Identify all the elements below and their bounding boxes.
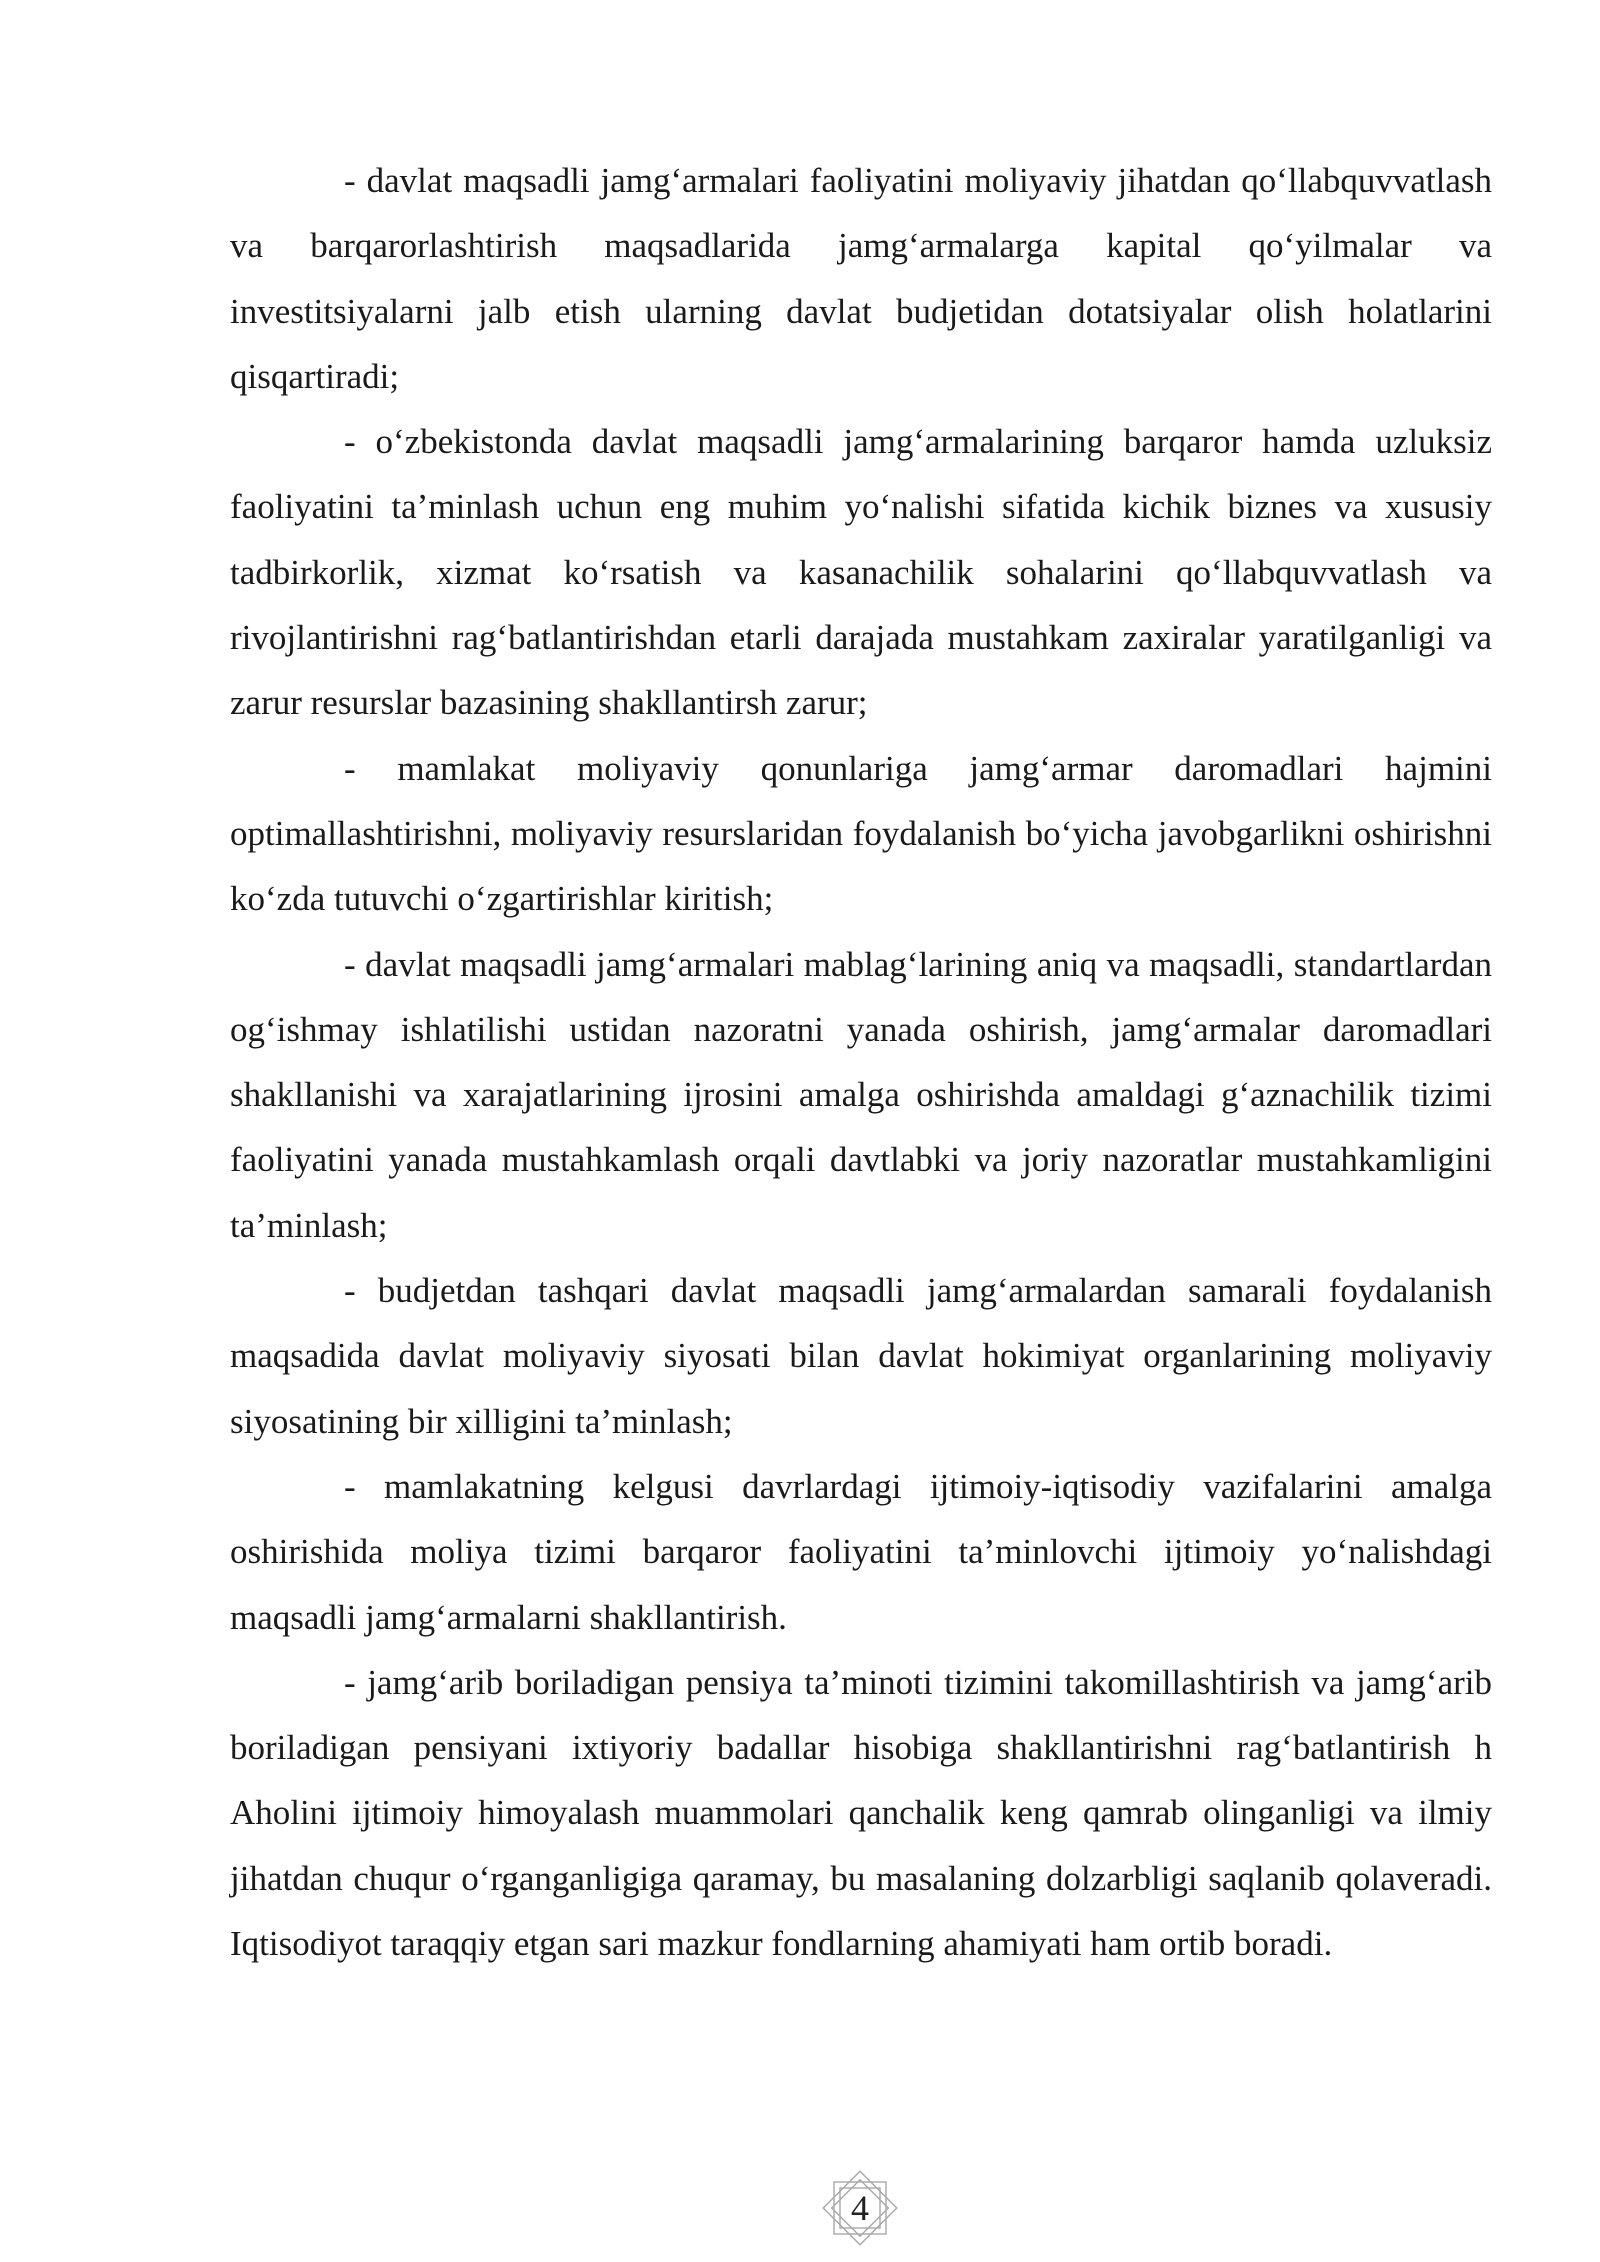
page-number-badge <box>820 2168 900 2248</box>
paragraph-4: - davlat maqsadli jamg‘armalari mablag‘larining aniq va maqsadli, standartlardan og‘ishmay ishlatilishi ustidan nazoratni yanada oshirish, jamg‘armalar daromadlari shakllanishi va xarajatlarining ijrosini amalga oshirishda amaldagi g‘aznachilik tizimi faoliyatini yanada mustahkamlash orqali davtlabki va joriy nazoratlar mustahkamligini ta’minlash; <box>230 944 1492 1245</box>
paragraph-6: - mamlakatning kelgusi davrlardagi ijtimoiy-iqtisodiy vazifalarini amalga oshirishida moliya tizimi barqaror faoliyatini ta’minlovchi ijtimoiy yo‘nalishdagi maqsadli jamg‘armalarni shakllantirish. <box>230 1466 1492 1637</box>
document-body <box>230 148 1492 1976</box>
paragraph-1: - davlat maqsadli jamg‘armalari faoliyatini moliyaviy jihatdan qo‘llabquvvatlash va barqarorlashtirish maqsadlarida jamg‘armalarga kapital qo‘yilmalar va investitsiyalarni jalb etish ularning davlat budjetidan dotatsiyalar olish holatlarini qisqartiradi; <box>230 161 1492 396</box>
paragraph-5: - budjetdan tashqari davlat maqsadli jamg‘armalardan samarali foydalanish maqsadida davlat moliyaviy siyosati bilan davlat hokimiyat organlarining moliyaviy siyosatining bir xilligini ta’minlash; <box>230 1271 1492 1441</box>
page-number: 4 <box>851 2188 869 2228</box>
paragraph-2: - o‘zbekistonda davlat maqsadli jamg‘armalarining barqaror hamda uzluksiz faoliyatini ta’minlash uchun eng muhim yo‘nalishi sifatida kichik biznes va xususiy tadbirkorlik, xizmat ko‘rsatish va kasanachilik sohalarini qo‘llabquvvatlash va rivojlantirishni rag‘batlantirishdan etarli darajada mustahkam zaxiralar yaratilganligi va zarur resurslar bazasining shakllantirsh zarur; <box>230 422 1492 723</box>
paragraph-7: - jamg‘arib boriladigan pensiya ta’minoti tizimini takomillashtirish va jamg‘arib boriladigan pensiyani ixtiyoriy badallar hisobiga shakllantirishni rag‘batlantirish h Aholini ijtimoiy himoyalash muammolari qanchalik keng qamrab olinganligi va ilmiy jihatdan chuqur o‘rganganligiga qaramay, bu masalaning dolzarbligi saqlanib qolaveradi. Iqtisodiyot taraqqiy etgan sari mazkur fondlarning ahamiyati ham ortib boradi. <box>230 1662 1492 1964</box>
paragraph-3: - mamlakat moliyaviy qonunlariga jamg‘armar daromadlari hajmini optimallashtirishni, moliyaviy resurslaridan foydalanish bo‘yicha javobgarlikni oshirishni ko‘zda tutuvchi o‘zgartirishlar kiritish; <box>230 748 1492 919</box>
